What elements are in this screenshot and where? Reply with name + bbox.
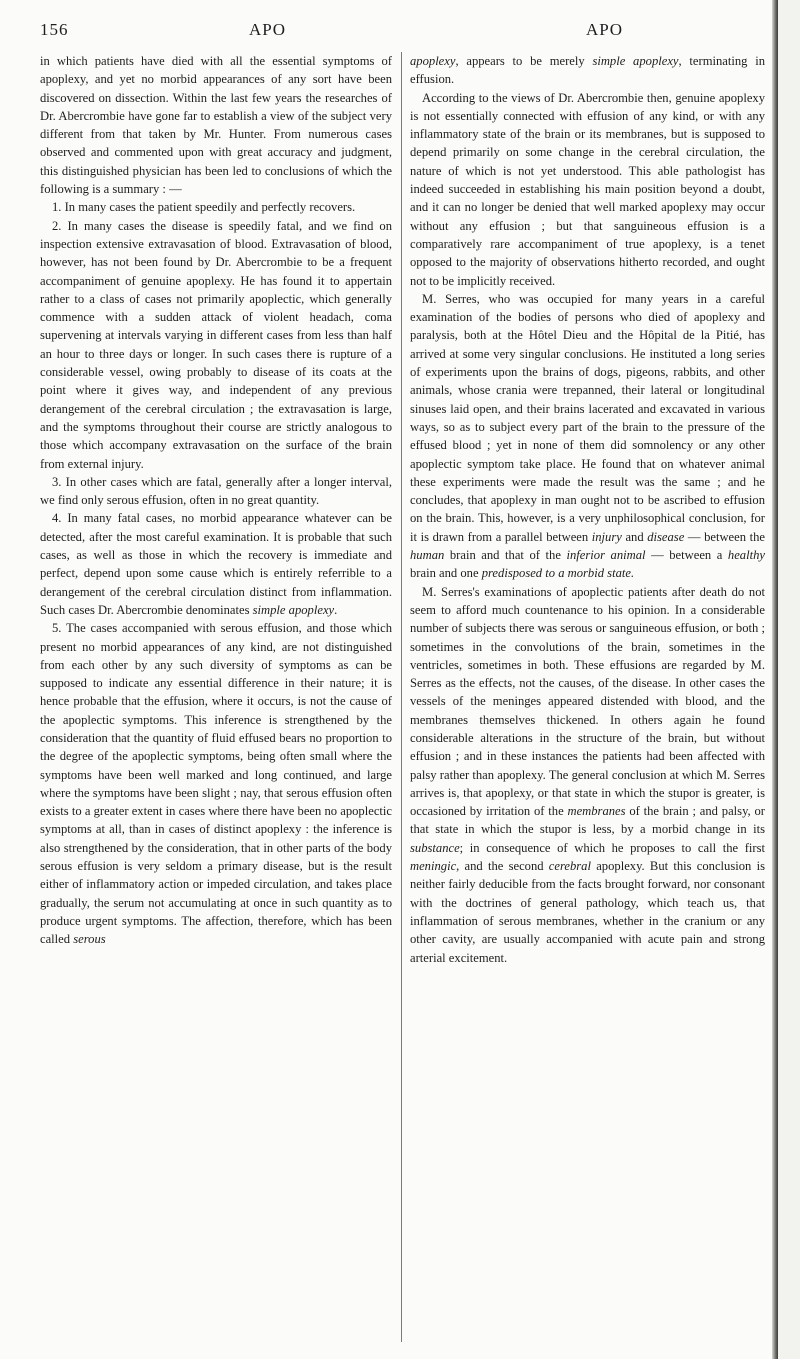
italic-text-run: human: [410, 548, 445, 563]
text-run: apoplexy. But this conclusion is neither fairly deducible from the facts brought forward, nor consonant with the doctrines of general pathology, which teach us, that inflammation of serous membranes, whether in the cranium or any other cavity, are usually accompanied with acute pain and strong arterial excitement.: [410, 859, 765, 965]
italic-text-run: healthy: [727, 548, 765, 563]
text-run: , and the second: [456, 859, 549, 874]
paragraph: [40, 198, 392, 216]
text-run: 5. The cases accompanied with serous effusion, and those which present no morbid appearances of any kind, are not distinguished from each other by any such diversity of symptoms as can be supposed to indicate any essential difference in their nature; it is hence probable that the effusion, where it occurs, is not the cause of the apoplectic symptoms. This inference is strengthened by the consideration that the quantity of fluid effused bears no proportion to the degree of the apoplectic symptoms, being often small where the symptoms have been well marked and long continued, and large where the symptoms have been slight ; nay, that serous effusion often exists to a greater extent in cases where there have been no apoplectic symptoms at all, than in cases of distinct apoplexy : the inference is also strengthened by the consideration, that in other parts of the body serous effusion is very seldom a primary disease, but is the result either of inflammatory action or impeded circulation, and takes place gradually, the serum not accumulating at once in such quantity as to produce urgent symptoms. The affection, therefore, which has been called: [40, 621, 392, 947]
paragraph: [410, 583, 765, 967]
text-run: brain and that of the: [444, 548, 567, 563]
italic-text-run: serous: [73, 932, 106, 947]
italic-text-run: simple apoplexy: [252, 602, 335, 617]
italic-text-run: cerebral: [548, 859, 591, 874]
page-number: 156: [40, 20, 69, 39]
italic-text-run: injury: [591, 529, 622, 544]
left-text-column: [40, 52, 392, 1342]
column-divider: [401, 52, 402, 1342]
italic-text-run: meningic: [410, 859, 457, 874]
text-run: 2. In many cases the disease is speedily fatal, and we find on inspection extensive extravasation of blood. Extravasation of blood, however, has not been found by Dr. Abercrombie to be a frequent accompaniment of genuine apoplexy. He has found it to appertain rather to a class of cases not primarily apoplectic, which generally commence with a sudden attack of violent headach, coma supervening at intervals varying in different cases from less than half an hour to three days or longer. In such cases there is rupture of a considerable vessel, owing probably to disease of its coats at the point where it gives way, and independent of any previous derangement of the cerebral circulation ; the extravasation is large, and the symptoms throughout their course are strictly analogous to those which accompany extravasation on the surface of the brain from external injury.: [40, 218, 392, 471]
text-run: — between a: [645, 548, 728, 563]
page-margin-strip: [778, 0, 800, 1359]
text-run: 4. In many fatal cases, no morbid appearance whatever can be detected, after the most careful examination. It is probable that such cases, as well as those in which the recovery is immediate and perfect, depend upon some cause which is entirely referrible to a derangement of the cerebral circulation distinct from inflammation. Such cases Dr. Abercrombie denominates: [40, 511, 392, 617]
text-run: ; in consequence of which he proposes to call the first: [459, 840, 765, 855]
text-run: and: [621, 529, 648, 544]
italic-text-run: inferior animal: [566, 548, 646, 563]
paragraph: [410, 290, 765, 583]
paragraph: [40, 509, 392, 619]
paragraph: [410, 89, 765, 290]
left-running-head: APO: [249, 20, 287, 39]
text-run: 3. In other cases which are fatal, generally after a longer interval, we find only serous effusion, often in no great quantity.: [40, 474, 392, 508]
italic-text-run: apoplexy: [410, 54, 456, 68]
text-run: , terminating in effusion.: [410, 54, 765, 87]
text-run: According to the views of Dr. Abercrombie then, genuine apoplexy is not essentially connected with effusion of any kind, or with any inflammatory state of the brain or its membranes, but is supposed to depend primarily on some change in the cerebral circulation, the nature of which is not yet understood. This able pathologist has indeed succeeded in establishing his main position beyond a doubt, and it can no longer be denied that well marked apoplexy may occur without any effusion ; but that sanguineous effusion is a comparatively rare accompaniment of true apoplexy, is a tenet opposed to the majority of observations hitherto recorded, and ought not to be implicitly received.: [410, 90, 765, 288]
text-run: M. Serres's examinations of apoplectic patients after death do not seem to afford much countenance to his opinion. In a considerable number of subjects there was serous or sanguineous effusion, or both ; sometimes in the convolutions of the brain, sometimes in the ventricles, sometimes in both. These effusions are regarded by M. Serres as the effects, not the causes, of the disease. In other cases the vessels of the meninges appeared distended with blood, and the membranes themselves thickened. In others again he found considerable alterations in the structure of the brain, but without effusion ; and in these instances the patients had been affected with palsy rather than apoplexy. The general conclusion at which M. Serres arrives is, that apoplexy, or that state in which the stupor is greater, is occasioned by irritation of the: [410, 584, 765, 819]
text-run: brain and one: [410, 566, 482, 581]
paragraph: [410, 52, 765, 89]
text-run: — between the: [684, 529, 765, 544]
right-text-column: [410, 52, 765, 1342]
text-run: M. Serres, who was occupied for many years in a careful examination of the bodies of persons who died of apoplexy and paralysis, both at the Hôtel Dieu and the Hôpital de la Pitié, has arrived at some very singular conclusions. He instituted a long series of experiments upon the brains of dogs, pigeons, rabbits, and other animals, whose crania were trepanned, their lateral or longitudinal sinuses laid open, and their brains lacerated and excavated in various ways, so as to subject every part of the brain to the pressure of the effused blood ; yet in none of them did somnolency or any other apoplectic symptom take place. He found that on whatever animal these experiments were made the result was the same ; and he concludes, that apoplexy in man ought not to be ascribed to effusion on the brain. This, however, is a very unphilosophical conclusion, for it is drawn from a parallel between: [410, 291, 765, 544]
text-run: , appears to be merely: [455, 54, 593, 68]
paragraph: [40, 473, 392, 510]
paragraph: [40, 619, 392, 948]
italic-text-run: simple apoplexy: [592, 54, 679, 68]
paragraph: [40, 52, 392, 198]
running-header: [40, 20, 760, 46]
italic-text-run: membranes: [567, 804, 626, 819]
text-run: .: [334, 602, 338, 617]
italic-text-run: predisposed to a morbid state.: [481, 566, 635, 581]
italic-text-run: substance: [410, 840, 460, 855]
text-run: in which patients have died with all the essential symptoms of apoplexy, and yet no morbid appearances of any sort have been discovered on dissection. Within the last few years the researches of Dr. Abercrombie have gone far to establish a view of the subject very different from that taken by Mr. Hunter. From numerous cases observed and commented upon with great accuracy and judgment, this distinguished physician has been led to conclusions of which the following is a summary : —: [40, 54, 392, 197]
right-running-head: APO: [586, 20, 624, 39]
italic-text-run: disease: [647, 529, 685, 544]
text-run: 1. In many cases the patient speedily and perfectly recovers.: [52, 200, 356, 215]
paragraph: [40, 217, 392, 473]
text-run: of the brain ; and palsy, or that state in which the stupor is less, by a morbid change in its: [410, 804, 765, 837]
